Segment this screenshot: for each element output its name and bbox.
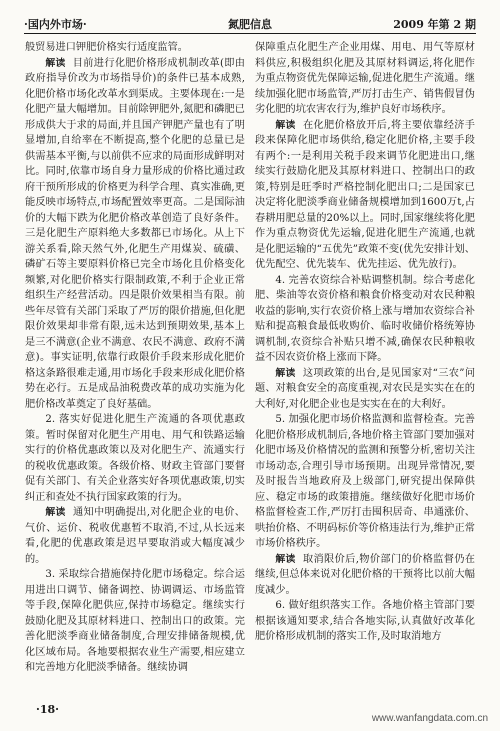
paragraph-text: 这项政策的出台,是见国家对“三农”问题、对粮食安全的高度重视,对农民是实实在在的大利好,对化肥企业也是实实在在的大利好。 — [255, 367, 475, 410]
issue-label: 2009 年第 2 期 — [393, 18, 476, 31]
journal-title: 氮肥信息 — [228, 18, 272, 31]
paragraph — [25, 56, 245, 413]
paragraph-lead: 解读 — [275, 367, 296, 379]
paragraph — [255, 552, 475, 599]
paragraph — [255, 40, 475, 118]
paragraph-text: 3. 采取综合措施保持化肥市场稳定。综合运用进出口调节、储备调控、协调调运、市场监管等手段,保障化肥供应,保持市场稳定。继续实行鼓励化肥及其原材料进口、控制出口的政策。完善化肥淡季商业储备制度,合理安排储备规模,优化区域布局。各地要根据农业生产需要,相应建立和完善地方化肥淡季储备。继续协调 — [25, 569, 245, 673]
right-column — [255, 40, 475, 692]
paragraph-text: 目前进行化肥价格形成机制改革(即由政府指导价改为市场指导价)的条件已基本成熟,化肥价格市场化改革水到渠成。主要体现在:一是化肥产量大幅增加。目前除钾肥外,氮肥和磷肥已形成供大于求的局面,并且国产钾肥产量也有了明显增加,自给率在不断提高,整个化肥的总量已是供需基本平衡,与以前供不应求的局面形成鲜明对比。同时,依靠市场自身力量形成的价格比通过政府干预所形成的价格更为科学合理、真实准确,更能反映市场特点,市场配置效率更高。二是国际油价的大幅下跌为化肥价格改革创造了良好条件。三是化肥生产原料绝大多数都已市场化。从上下游关系看,除天然气外,化肥生产用煤炭、硫磺、磷矿石等主要原料价格已完全市场化且价格变化频繁,对化肥价格实行限制政策,不利于企业正常组织生产经营活动。四是限价效果相当有限。前些年尽管有关部门采取了严厉的限价措施,但化肥限价效果却非常有限,远未达到预期效果,基本上是三不满意(企业不满意、农民不满意、政府不满意)。事实证明,依靠行政限价手段来形成化肥价格这条路很难走通,用市场化手段来形成化肥价格势在必行。五是成品油税费改革的成功实施为化肥价格改革奠定了良好基础。 — [25, 57, 245, 410]
paragraph-text: 通知中明确提出,对化肥企业的电价、气价、运价、税收优惠暂不取消,不过,从长远来看,化肥的优惠政策是迟早要取消或大幅度减少的。 — [25, 507, 245, 565]
paragraph-text: 保障重点化肥生产企业用煤、用电、用气等原材料供应,积极组织化肥及其原材料调运,将化肥作为重点物资优先保障运输,促进化肥生产流通。继续加强化肥市场监管,严厉打击生产、销售假冒伪劣化肥的坑农害农行为,维护良好市场秩序。 — [255, 42, 475, 115]
paragraph-lead: 解读 — [275, 553, 296, 565]
paragraph-text: 2. 落实好促进化肥生产流通的各项优惠政策。暂时保留对化肥生产用电、用气和铁路运输实行的价格优惠政策以及对化肥生产、流通实行的税收优惠政策。各级价格、财政主管部门要督促有关部门、有关企业落实好各项优惠政策,切实纠正和查处不执行国家政策的行为。 — [25, 414, 245, 503]
paragraph — [255, 412, 475, 552]
paragraph-text: 在化肥价格放开后,将主要依靠经济手段来保障化肥市场供给,稳定化肥价格,主要手段有两个:一是利用关税手段来调节化肥进出口,继续实行鼓励化肥及其原材料进口、控制出口的政策,特别是旺季时严格控制化肥出口;二是国家已决定将化肥淡季商业储备规模增加到1600万t,占春耕用肥总量的20%以上。同时,国家继续将化肥作为重点物资优先运输,促进化肥生产流通,也就是化肥运输的“五优先”政策不变(优先安排计划、优先配空、优先装车、优先挂运、优先放行)。 — [255, 119, 475, 270]
paragraph-lead: 解读 — [45, 57, 66, 69]
paragraph-lead: 解读 — [275, 119, 296, 131]
paragraph-text: 4. 完善农资综合补贴调整机制。综合考虑化肥、柴油等农资价格和粮食价格变动对农民种粮收益的影响,实行农资价格上涨与增加农资综合补贴和提高粮食最低收购价、临时收储价格统筹协调机制,农资综合补贴只增不减,确保农民种粮收益不因农资价格上涨而下降。 — [255, 274, 475, 363]
paragraph-text: 般贸易进口钾肥价格实行适度监管。 — [25, 42, 188, 53]
paragraph — [255, 118, 475, 273]
section-label: ·国内外市场· — [24, 18, 87, 31]
paragraph-text: 6. 做好组织落实工作。各地价格主管部门要根据该通知要求,结合各地实际,认真做好改革化肥价格形成机制的落实工作,及时取消地方 — [255, 600, 475, 642]
paragraph-text: 取消限价后,物价部门的价格监督仍在继续,但总体来说对化肥价格的干预将比以前大幅度减少。 — [255, 553, 475, 596]
header-divider — [24, 33, 476, 34]
paragraph — [255, 598, 475, 645]
paragraph-lead: 解读 — [45, 507, 66, 518]
page-number: ·18· — [36, 703, 59, 716]
paragraph — [255, 273, 475, 366]
paragraph-text: 5. 加强化肥市场价格监测和监督检查。完善化肥价格形成机制后,各地价格主管部门要加强对化肥市场及价格情况的监测和预警分析,密切关注市场动态,合理引导市场预期。出现异常情况,要及时报告当地政府及上级部门,研究提出保障供应、稳定市场的政策措施。继续做好化肥市场价格监督检查工作,严厉打击囤积居奇、串通涨价、哄抬价格、不明码标价等价格违法行为,维护正常市场价格秩序。 — [255, 414, 475, 549]
paragraph — [25, 40, 245, 56]
page-header — [24, 12, 476, 34]
paragraph — [25, 505, 245, 567]
site-watermark: www.wanfangdata.com.cn — [371, 713, 488, 724]
paragraph — [25, 412, 245, 505]
left-column — [25, 40, 245, 692]
paragraph — [255, 366, 475, 413]
paragraph — [25, 567, 245, 676]
